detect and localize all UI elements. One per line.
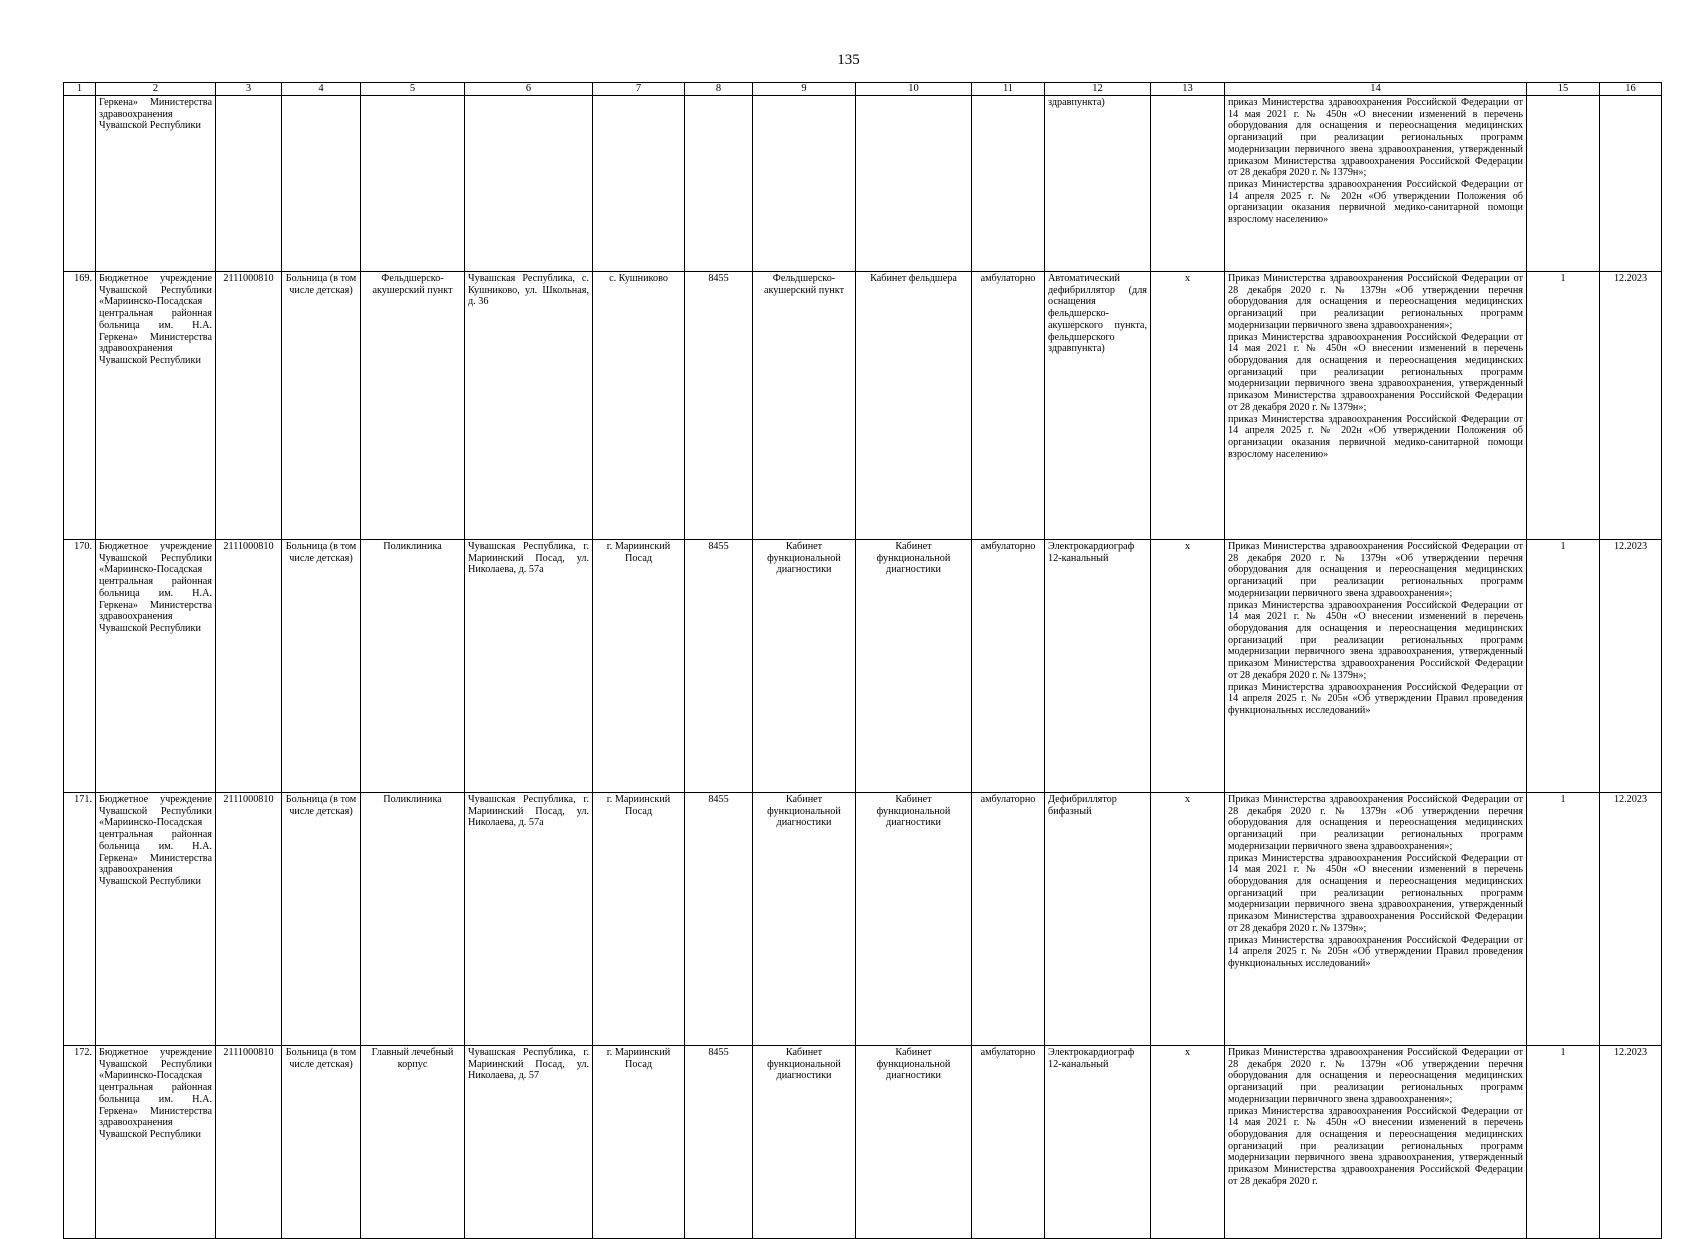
date-cell — [1600, 96, 1662, 272]
code-cell — [216, 96, 282, 272]
table-row — [64, 272, 1662, 540]
row-number-cell: 170. — [64, 540, 96, 793]
table-row — [64, 793, 1662, 1046]
care-form-cell: амбулаторно — [972, 793, 1045, 1046]
equipment-cell: здравпункта) — [1045, 96, 1151, 272]
column-header: 11 — [972, 83, 1045, 96]
facility-type-cell: Больница (в том числе детская) — [282, 793, 361, 1046]
mark-cell: x — [1151, 540, 1225, 793]
table-body — [64, 96, 1662, 1239]
column-header: 1 — [64, 83, 96, 96]
organization-cell: Бюджетное учреждение Чувашской Республики «Мариинско-Посадская центральная районная больница им. Н.А. Геркена» Министерства здравоохранения Чувашской Республики — [96, 1046, 216, 1239]
row-number-cell: 169. — [64, 272, 96, 540]
cabinet-cell: Кабинет функциональной диагностики — [856, 540, 972, 793]
locality-cell: г. Мариинский Посад — [593, 540, 685, 793]
oktmo-cell: 8455 — [685, 272, 753, 540]
care-form-cell: амбулаторно — [972, 1046, 1045, 1239]
column-header: 9 — [753, 83, 856, 96]
column-header: 12 — [1045, 83, 1151, 96]
unit-cell: Кабинет функциональной диагностики — [753, 1046, 856, 1239]
address-cell: Чувашская Республика, с. Кушниково, ул. Школьная, д. 36 — [465, 272, 593, 540]
address-cell: Чувашская Республика, г. Мариинский Посад, ул. Николаева, д. 57а — [465, 793, 593, 1046]
oktmo-cell: 8455 — [685, 793, 753, 1046]
equipment-table — [63, 82, 1662, 1239]
column-header: 16 — [1600, 83, 1662, 96]
mark-cell — [1151, 96, 1225, 272]
date-cell: 12.2023 — [1600, 540, 1662, 793]
column-header: 15 — [1527, 83, 1600, 96]
facility-type-cell: Больница (в том числе детская) — [282, 272, 361, 540]
quantity-cell: 1 — [1527, 793, 1600, 1046]
address-cell: Чувашская Республика, г. Мариинский Посад, ул. Николаева, д. 57а — [465, 540, 593, 793]
mark-cell: x — [1151, 793, 1225, 1046]
row-number-cell — [64, 96, 96, 272]
column-header: 13 — [1151, 83, 1225, 96]
cabinet-cell: Кабинет функциональной диагностики — [856, 1046, 972, 1239]
legal-basis-cell: приказ Министерства здравоохранения Российской Федерации от 14 мая 2021 г. № 450н «О внесении изменений в перечень оборудования для оснащения и переоснащения медицинских организаций при реализации региональных программ модернизации первичного звена здравоохранения, утвержденный приказом Министерства здравоохранения Российской Федерации от 28 декабря 2020 г. № 1379н»; приказ Министерства здравоохранения Российской Федерации от 14 апреля 2025 г. № 202н «Об утверждении Положения об организации оказания первичной медико-санитарной помощи взрослому населению» — [1225, 96, 1527, 272]
unit-cell: Кабинет функциональной диагностики — [753, 540, 856, 793]
code-cell: 2111000810 — [216, 540, 282, 793]
cabinet-cell: Кабинет функциональной диагностики — [856, 793, 972, 1046]
oktmo-cell: 8455 — [685, 540, 753, 793]
building-cell — [361, 96, 465, 272]
building-cell: Поликлиника — [361, 540, 465, 793]
column-header: 3 — [216, 83, 282, 96]
care-form-cell: амбулаторно — [972, 272, 1045, 540]
row-number-cell: 171. — [64, 793, 96, 1046]
column-header: 8 — [685, 83, 753, 96]
unit-cell: Кабинет функциональной диагностики — [753, 793, 856, 1046]
quantity-cell: 1 — [1527, 1046, 1600, 1239]
address-cell: Чувашская Республика, г. Мариинский Посад, ул. Николаева, д. 57 — [465, 1046, 593, 1239]
code-cell: 2111000810 — [216, 1046, 282, 1239]
locality-cell: г. Мариинский Посад — [593, 793, 685, 1046]
cabinet-cell: Кабинет фельдшера — [856, 272, 972, 540]
column-number-header — [64, 83, 1662, 96]
oktmo-cell — [685, 96, 753, 272]
equipment-cell: Электрокардиограф 12-канальный — [1045, 1046, 1151, 1239]
column-header: 4 — [282, 83, 361, 96]
date-cell: 12.2023 — [1600, 272, 1662, 540]
column-header: 6 — [465, 83, 593, 96]
column-header: 7 — [593, 83, 685, 96]
equipment-cell: Дефибриллятор бифазный — [1045, 793, 1151, 1046]
facility-type-cell: Больница (в том числе детская) — [282, 540, 361, 793]
legal-basis-cell: Приказ Министерства здравоохранения Российской Федерации от 28 декабря 2020 г. № 1379н «Об утверждении перечня оборудования для оснащения и переоснащения медицинских организаций при реализации региональных программ модернизации первичного звена здравоохранения»; приказ Министерства здравоохранения Российской Федерации от 14 мая 2021 г. № 450н «О внесении изменений в перечень оборудования для оснащения и переоснащения медицинских организаций при реализации региональных программ модернизации первичного звена здравоохранения, утвержденный приказом Министерства здравоохранения Российской Федерации от 28 декабря 2020 г. № 1379н»; приказ Министерства здравоохранения Российской Федерации от 14 апреля 2025 г. № 205н «Об утверждении Правил проведения функциональных исследований» — [1225, 793, 1527, 1046]
row-number-cell: 172. — [64, 1046, 96, 1239]
organization-cell: Бюджетное учреждение Чувашской Республики «Мариинско-Посадская центральная районная больница им. Н.А. Геркена» Министерства здравоохранения Чувашской Республики — [96, 793, 216, 1046]
quantity-cell: 1 — [1527, 272, 1600, 540]
facility-type-cell — [282, 96, 361, 272]
table-row — [64, 1046, 1662, 1239]
mark-cell: x — [1151, 1046, 1225, 1239]
table-row — [64, 96, 1662, 272]
mark-cell: x — [1151, 272, 1225, 540]
equipment-cell: Электрокардиограф 12-канальный — [1045, 540, 1151, 793]
care-form-cell: амбулаторно — [972, 540, 1045, 793]
unit-cell — [753, 96, 856, 272]
unit-cell: Фельдшерско-акушерский пункт — [753, 272, 856, 540]
organization-cell: Бюджетное учреждение Чувашской Республики «Мариинско-Посадская центральная районная больница им. Н.А. Геркена» Министерства здравоохранения Чувашской Республики — [96, 272, 216, 540]
facility-type-cell: Больница (в том числе детская) — [282, 1046, 361, 1239]
cabinet-cell — [856, 96, 972, 272]
organization-cell: Бюджетное учреждение Чувашской Республики «Мариинско-Посадская центральная районная больница им. Н.А. Геркена» Министерства здравоохранения Чувашской Республики — [96, 540, 216, 793]
date-cell: 12.2023 — [1600, 793, 1662, 1046]
column-header: 5 — [361, 83, 465, 96]
legal-basis-cell: Приказ Министерства здравоохранения Российской Федерации от 28 декабря 2020 г. № 1379н «Об утверждении перечня оборудования для оснащения и переоснащения медицинских организаций при реализации региональных программ модернизации первичного звена здравоохранения»; приказ Министерства здравоохранения Российской Федерации от 14 мая 2021 г. № 450н «О внесении изменений в перечень оборудования для оснащения и переоснащения медицинских организаций при реализации региональных программ модернизации первичного звена здравоохранения, утвержденный приказом Министерства здравоохранения Российской Федерации от 28 декабря 2020 г. № 1379н»; приказ Министерства здравоохранения Российской Федерации от 14 апреля 2025 г. № 202н «Об утверждении Положения об организации оказания первичной медико-санитарной помощи взрослому населению» — [1225, 272, 1527, 540]
locality-cell: г. Мариинский Посад — [593, 1046, 685, 1239]
organization-cell: Геркена» Министерства здравоохранения Чувашской Республики — [96, 96, 216, 272]
column-header: 10 — [856, 83, 972, 96]
locality-cell: с. Кушниково — [593, 272, 685, 540]
page-number: 135 — [837, 52, 860, 68]
address-cell — [465, 96, 593, 272]
building-cell: Фельдшерско-акушерский пункт — [361, 272, 465, 540]
table-row — [64, 540, 1662, 793]
column-header: 2 — [96, 83, 216, 96]
building-cell: Главный лечебный корпус — [361, 1046, 465, 1239]
oktmo-cell: 8455 — [685, 1046, 753, 1239]
quantity-cell: 1 — [1527, 540, 1600, 793]
code-cell: 2111000810 — [216, 793, 282, 1046]
code-cell: 2111000810 — [216, 272, 282, 540]
quantity-cell — [1527, 96, 1600, 272]
care-form-cell — [972, 96, 1045, 272]
legal-basis-cell: Приказ Министерства здравоохранения Российской Федерации от 28 декабря 2020 г. № 1379н «Об утверждении перечня оборудования для оснащения и переоснащения медицинских организаций при реализации региональных программ модернизации первичного звена здравоохранения»; приказ Министерства здравоохранения Российской Федерации от 14 мая 2021 г. № 450н «О внесении изменений в перечень оборудования для оснащения и переоснащения медицинских организаций при реализации региональных программ модернизации первичного звена здравоохранения, утвержденный приказом Министерства здравоохранения Российской Федерации от 28 декабря 2020 г. — [1225, 1046, 1527, 1239]
locality-cell — [593, 96, 685, 272]
legal-basis-cell: Приказ Министерства здравоохранения Российской Федерации от 28 декабря 2020 г. № 1379н «Об утверждении перечня оборудования для оснащения и переоснащения медицинских организаций при реализации региональных программ модернизации первичного звена здравоохранения»; приказ Министерства здравоохранения Российской Федерации от 14 мая 2021 г. № 450н «О внесении изменений в перечень оборудования для оснащения и переоснащения медицинских организаций при реализации региональных программ модернизации первичного звена здравоохранения, утвержденный приказом Министерства здравоохранения Российской Федерации от 28 декабря 2020 г. № 1379н»; приказ Министерства здравоохранения Российской Федерации от 14 апреля 2025 г. № 205н «Об утверждении Правил проведения функциональных исследований» — [1225, 540, 1527, 793]
date-cell: 12.2023 — [1600, 1046, 1662, 1239]
equipment-cell: Автоматический дефибриллятор (для оснащения фельдшерско-акушерского пункта, фельдшерского здравпункта) — [1045, 272, 1151, 540]
column-header: 14 — [1225, 83, 1527, 96]
building-cell: Поликлиника — [361, 793, 465, 1046]
